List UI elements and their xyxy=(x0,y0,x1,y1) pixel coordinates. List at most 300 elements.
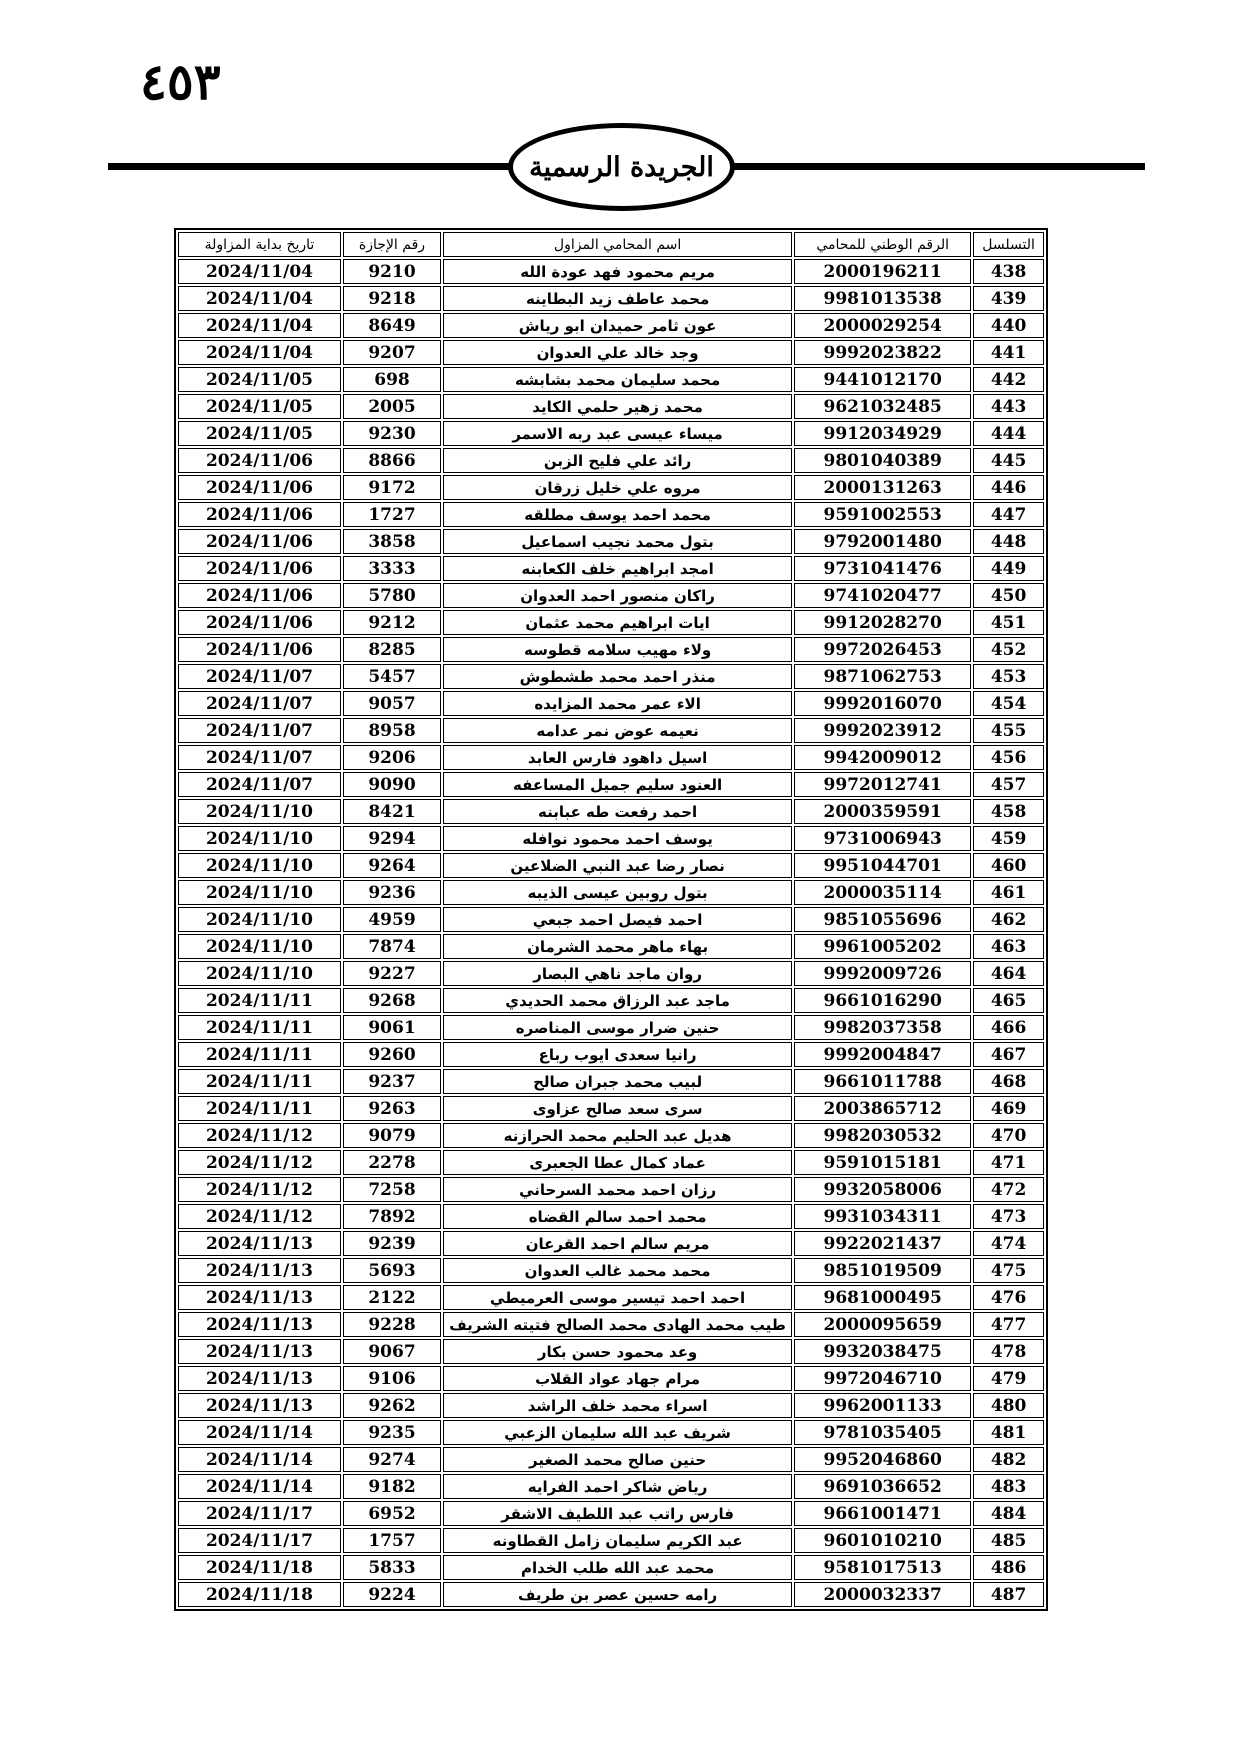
license-number-cell: 698 xyxy=(343,367,441,392)
license-number-cell: 5833 xyxy=(343,1555,441,1580)
license-number-cell: 9294 xyxy=(343,826,441,851)
start-date-cell: 2024/11/11 xyxy=(178,1069,341,1094)
lawyer-name-cell: مرام جهاد عواد القلاب xyxy=(443,1366,792,1391)
national-id-cell: 9992023912 xyxy=(794,718,971,743)
start-date-cell: 2024/11/06 xyxy=(178,583,341,608)
national-id-cell: 9621032485 xyxy=(794,394,971,419)
start-date-cell: 2024/11/10 xyxy=(178,934,341,959)
national-id-cell: 9731006943 xyxy=(794,826,971,851)
table-row xyxy=(178,1177,1044,1202)
serial-cell: 479 xyxy=(973,1366,1044,1391)
start-date-cell: 2024/11/07 xyxy=(178,745,341,770)
lawyer-name-cell: بتول محمد نجيب اسماعيل xyxy=(443,529,792,554)
table-row xyxy=(178,529,1044,554)
table-row xyxy=(178,583,1044,608)
start-date-cell: 2024/11/12 xyxy=(178,1123,341,1148)
serial-cell: 478 xyxy=(973,1339,1044,1364)
serial-cell: 470 xyxy=(973,1123,1044,1148)
lawyer-name-cell: هديل عبد الحليم محمد الحرازنه xyxy=(443,1123,792,1148)
table-row xyxy=(178,1366,1044,1391)
serial-cell: 477 xyxy=(973,1312,1044,1337)
start-date-cell: 2024/11/13 xyxy=(178,1258,341,1283)
lawyer-name-cell: وعد محمود حسن بكار xyxy=(443,1339,792,1364)
start-date-cell: 2024/11/13 xyxy=(178,1312,341,1337)
lawyer-name-cell: رانيا سعدى ايوب رباع xyxy=(443,1042,792,1067)
national-id-cell: 9931034311 xyxy=(794,1204,971,1229)
serial-cell: 439 xyxy=(973,286,1044,311)
license-number-cell: 9268 xyxy=(343,988,441,1013)
license-number-cell: 7892 xyxy=(343,1204,441,1229)
lawyer-name-cell: العنود سليم جميل المساعفه xyxy=(443,772,792,797)
start-date-cell: 2024/11/12 xyxy=(178,1204,341,1229)
lawyer-name-cell: اسيل داهود فارس العابد xyxy=(443,745,792,770)
lawyer-name-cell: محمد احمد يوسف مطلقه xyxy=(443,502,792,527)
serial-cell: 455 xyxy=(973,718,1044,743)
lawyer-name-cell: سرى سعد صالح عزاوى xyxy=(443,1096,792,1121)
table-row xyxy=(178,1393,1044,1418)
table-row xyxy=(178,1312,1044,1337)
start-date-cell: 2024/11/06 xyxy=(178,502,341,527)
start-date-cell: 2024/11/10 xyxy=(178,799,341,824)
start-date-cell: 2024/11/14 xyxy=(178,1474,341,1499)
national-id-cell: 2000032337 xyxy=(794,1582,971,1607)
national-id-cell: 9801040389 xyxy=(794,448,971,473)
table-row xyxy=(178,1042,1044,1067)
national-id-cell: 9792001480 xyxy=(794,529,971,554)
table-row xyxy=(178,1150,1044,1175)
lawyer-name-cell: شريف عبد الله سليمان الزعبي xyxy=(443,1420,792,1445)
start-date-cell: 2024/11/10 xyxy=(178,961,341,986)
serial-cell: 474 xyxy=(973,1231,1044,1256)
start-date-cell: 2024/11/07 xyxy=(178,772,341,797)
national-id-cell: 9781035405 xyxy=(794,1420,971,1445)
national-id-cell: 9912028270 xyxy=(794,610,971,635)
table-row xyxy=(178,421,1044,446)
national-id-cell: 9591002553 xyxy=(794,502,971,527)
license-number-cell: 9262 xyxy=(343,1393,441,1418)
national-id-cell: 9982030532 xyxy=(794,1123,971,1148)
national-id-cell: 9992009726 xyxy=(794,961,971,986)
lawyer-name-cell: احمد رفعت طه عبابنه xyxy=(443,799,792,824)
table-row xyxy=(178,880,1044,905)
table-row xyxy=(178,664,1044,689)
serial-cell: 457 xyxy=(973,772,1044,797)
license-number-cell: 9236 xyxy=(343,880,441,905)
license-number-cell: 9218 xyxy=(343,286,441,311)
national-id-cell: 9922021437 xyxy=(794,1231,971,1256)
lawyer-name-cell: محمد احمد سالم القضاه xyxy=(443,1204,792,1229)
start-date-cell: 2024/11/10 xyxy=(178,880,341,905)
lawyer-name-cell: طيب محمد الهادى محمد الصالح فتيته الشريف xyxy=(443,1312,792,1337)
license-number-cell: 9224 xyxy=(343,1582,441,1607)
start-date-cell: 2024/11/05 xyxy=(178,421,341,446)
serial-cell: 459 xyxy=(973,826,1044,851)
table-row xyxy=(178,1474,1044,1499)
lawyer-name-cell: محمد سليمان محمد بشابشه xyxy=(443,367,792,392)
start-date-cell: 2024/11/06 xyxy=(178,637,341,662)
serial-cell: 471 xyxy=(973,1150,1044,1175)
national-id-cell: 9981013538 xyxy=(794,286,971,311)
national-id-cell: 9932038475 xyxy=(794,1339,971,1364)
license-number-cell: 7258 xyxy=(343,1177,441,1202)
start-date-cell: 2024/11/05 xyxy=(178,394,341,419)
serial-cell: 464 xyxy=(973,961,1044,986)
start-date-cell: 2024/11/13 xyxy=(178,1339,341,1364)
license-number-cell: 9212 xyxy=(343,610,441,635)
serial-cell: 454 xyxy=(973,691,1044,716)
page-number: ٤٥٣ xyxy=(140,52,221,111)
table-row xyxy=(178,772,1044,797)
lawyer-name-cell: ولاء مهيب سلامه قطوسه xyxy=(443,637,792,662)
start-date-cell: 2024/11/06 xyxy=(178,448,341,473)
table-row xyxy=(178,313,1044,338)
start-date-cell: 2024/11/04 xyxy=(178,340,341,365)
national-id-cell: 9972012741 xyxy=(794,772,971,797)
header-rule-left xyxy=(108,163,513,170)
start-date-cell: 2024/11/05 xyxy=(178,367,341,392)
license-number-cell: 9227 xyxy=(343,961,441,986)
serial-cell: 465 xyxy=(973,988,1044,1013)
license-number-cell: 8285 xyxy=(343,637,441,662)
lawyer-name-cell: نصار رضا عبد النبي الضلاعين xyxy=(443,853,792,878)
start-date-cell: 2024/11/18 xyxy=(178,1582,341,1607)
start-date-cell: 2024/11/04 xyxy=(178,259,341,284)
lawyers-table xyxy=(174,228,1048,1611)
serial-cell: 458 xyxy=(973,799,1044,824)
license-number-cell: 9106 xyxy=(343,1366,441,1391)
serial-cell: 481 xyxy=(973,1420,1044,1445)
license-number-cell: 9090 xyxy=(343,772,441,797)
national-id-cell: 9972046710 xyxy=(794,1366,971,1391)
lawyer-name-cell: منذر احمد محمد طشطوش xyxy=(443,664,792,689)
national-id-cell: 9932058006 xyxy=(794,1177,971,1202)
license-number-cell: 9061 xyxy=(343,1015,441,1040)
license-number-cell: 9260 xyxy=(343,1042,441,1067)
serial-cell: 461 xyxy=(973,880,1044,905)
table-row xyxy=(178,502,1044,527)
national-id-cell: 9741020477 xyxy=(794,583,971,608)
lawyer-name-cell: مريم محمود فهد عودة الله xyxy=(443,259,792,284)
serial-cell: 444 xyxy=(973,421,1044,446)
serial-cell: 462 xyxy=(973,907,1044,932)
start-date-cell: 2024/11/06 xyxy=(178,610,341,635)
lawyer-name-cell: عبد الكريم سليمان زامل القطاونه xyxy=(443,1528,792,1553)
lawyer-name-cell: نعيمه عوض نمر عدامه xyxy=(443,718,792,743)
start-date-cell: 2024/11/04 xyxy=(178,313,341,338)
table-row xyxy=(178,259,1044,284)
national-id-cell: 9871062753 xyxy=(794,664,971,689)
lawyer-name-cell: عون ثامر حميدان ابو رياش xyxy=(443,313,792,338)
license-number-cell: 8958 xyxy=(343,718,441,743)
license-number-cell: 8421 xyxy=(343,799,441,824)
license-number-cell: 9237 xyxy=(343,1069,441,1094)
start-date-cell: 2024/11/14 xyxy=(178,1447,341,1472)
lawyer-name-cell: محمد محمد غالب العدوان xyxy=(443,1258,792,1283)
start-date-cell: 2024/11/10 xyxy=(178,853,341,878)
lawyer-name-cell: حنين صالح محمد الصغير xyxy=(443,1447,792,1472)
license-number-cell: 9264 xyxy=(343,853,441,878)
license-number-cell: 5457 xyxy=(343,664,441,689)
lawyer-name-cell: رامه حسين عصر بن طريف xyxy=(443,1582,792,1607)
national-id-cell: 9601010210 xyxy=(794,1528,971,1553)
serial-cell: 449 xyxy=(973,556,1044,581)
national-id-cell: 9912034929 xyxy=(794,421,971,446)
national-id-cell: 2000029254 xyxy=(794,313,971,338)
table-row xyxy=(178,1339,1044,1364)
serial-cell: 448 xyxy=(973,529,1044,554)
header-license-number: رقم الإجازة xyxy=(343,232,441,257)
license-number-cell: 8866 xyxy=(343,448,441,473)
license-number-cell: 9274 xyxy=(343,1447,441,1472)
table-row xyxy=(178,340,1044,365)
table-row xyxy=(178,556,1044,581)
gazette-title-oval xyxy=(508,123,735,211)
table-row xyxy=(178,1123,1044,1148)
serial-cell: 476 xyxy=(973,1285,1044,1310)
header-rule-right xyxy=(733,163,1145,170)
start-date-cell: 2024/11/11 xyxy=(178,1096,341,1121)
start-date-cell: 2024/11/13 xyxy=(178,1366,341,1391)
lawyer-name-cell: الاء عمر محمد المزايده xyxy=(443,691,792,716)
table-row xyxy=(178,1258,1044,1283)
national-id-cell: 2000359591 xyxy=(794,799,971,824)
national-id-cell: 9982037358 xyxy=(794,1015,971,1040)
serial-cell: 440 xyxy=(973,313,1044,338)
national-id-cell: 2003865712 xyxy=(794,1096,971,1121)
license-number-cell: 3333 xyxy=(343,556,441,581)
lawyer-name-cell: ايات ابراهيم محمد عثمان xyxy=(443,610,792,635)
license-number-cell: 2122 xyxy=(343,1285,441,1310)
table-row xyxy=(178,988,1044,1013)
lawyer-name-cell: روان ماجد ناهي البصار xyxy=(443,961,792,986)
license-number-cell: 9067 xyxy=(343,1339,441,1364)
serial-cell: 443 xyxy=(973,394,1044,419)
table-header-row xyxy=(178,232,1044,257)
lawyer-name-cell: فارس راتب عبد اللطيف الاشقر xyxy=(443,1501,792,1526)
header-serial: التسلسل xyxy=(973,232,1044,257)
serial-cell: 453 xyxy=(973,664,1044,689)
national-id-cell: 9961005202 xyxy=(794,934,971,959)
lawyers-table-wrapper xyxy=(174,228,1048,1611)
start-date-cell: 2024/11/17 xyxy=(178,1528,341,1553)
lawyer-name-cell: رياض شاكر احمد الفرايه xyxy=(443,1474,792,1499)
table-row xyxy=(178,1555,1044,1580)
table-row xyxy=(178,1420,1044,1445)
start-date-cell: 2024/11/06 xyxy=(178,556,341,581)
start-date-cell: 2024/11/07 xyxy=(178,664,341,689)
lawyer-name-cell: احمد احمد تيسير موسى العرميطي xyxy=(443,1285,792,1310)
start-date-cell: 2024/11/06 xyxy=(178,529,341,554)
license-number-cell: 1727 xyxy=(343,502,441,527)
table-row xyxy=(178,745,1044,770)
table-body xyxy=(178,259,1044,1607)
serial-cell: 486 xyxy=(973,1555,1044,1580)
start-date-cell: 2024/11/11 xyxy=(178,988,341,1013)
table-row xyxy=(178,1447,1044,1472)
table-row xyxy=(178,1528,1044,1553)
serial-cell: 484 xyxy=(973,1501,1044,1526)
lawyer-name-cell: امجد ابراهيم خلف الكعابنه xyxy=(443,556,792,581)
table-row xyxy=(178,1501,1044,1526)
start-date-cell: 2024/11/18 xyxy=(178,1555,341,1580)
header-lawyer-name: اسم المحامي المزاول xyxy=(443,232,792,257)
national-id-cell: 9441012170 xyxy=(794,367,971,392)
license-number-cell: 9210 xyxy=(343,259,441,284)
serial-cell: 441 xyxy=(973,340,1044,365)
header-national-id: الرقم الوطني للمحامي xyxy=(794,232,971,257)
lawyer-name-cell: وجد خالد علي العدوان xyxy=(443,340,792,365)
license-number-cell: 6952 xyxy=(343,1501,441,1526)
serial-cell: 480 xyxy=(973,1393,1044,1418)
serial-cell: 452 xyxy=(973,637,1044,662)
license-number-cell: 5693 xyxy=(343,1258,441,1283)
serial-cell: 475 xyxy=(973,1258,1044,1283)
serial-cell: 438 xyxy=(973,259,1044,284)
table-row xyxy=(178,367,1044,392)
table-row xyxy=(178,394,1044,419)
table-row xyxy=(178,799,1044,824)
serial-cell: 460 xyxy=(973,853,1044,878)
table-row xyxy=(178,1231,1044,1256)
serial-cell: 446 xyxy=(973,475,1044,500)
national-id-cell: 9661011788 xyxy=(794,1069,971,1094)
lawyer-name-cell: محمد زهير حلمي الكايد xyxy=(443,394,792,419)
table-row xyxy=(178,286,1044,311)
license-number-cell: 9239 xyxy=(343,1231,441,1256)
serial-cell: 467 xyxy=(973,1042,1044,1067)
start-date-cell: 2024/11/06 xyxy=(178,475,341,500)
national-id-cell: 9962001133 xyxy=(794,1393,971,1418)
lawyer-name-cell: حنين ضرار موسى المناصره xyxy=(443,1015,792,1040)
table-row xyxy=(178,961,1044,986)
license-number-cell: 9079 xyxy=(343,1123,441,1148)
national-id-cell: 9992004847 xyxy=(794,1042,971,1067)
national-id-cell: 2000131263 xyxy=(794,475,971,500)
lawyer-name-cell: يوسف احمد محمود نوافله xyxy=(443,826,792,851)
lawyer-name-cell: مروه علي خليل زرقان xyxy=(443,475,792,500)
lawyer-name-cell: محمد عبد الله طلب الخدام xyxy=(443,1555,792,1580)
license-number-cell: 2005 xyxy=(343,394,441,419)
license-number-cell: 9230 xyxy=(343,421,441,446)
national-id-cell: 2000035114 xyxy=(794,880,971,905)
serial-cell: 468 xyxy=(973,1069,1044,1094)
national-id-cell: 2000095659 xyxy=(794,1312,971,1337)
license-number-cell: 9057 xyxy=(343,691,441,716)
start-date-cell: 2024/11/13 xyxy=(178,1285,341,1310)
national-id-cell: 9972026453 xyxy=(794,637,971,662)
national-id-cell: 9691036652 xyxy=(794,1474,971,1499)
serial-cell: 472 xyxy=(973,1177,1044,1202)
serial-cell: 447 xyxy=(973,502,1044,527)
table-row xyxy=(178,853,1044,878)
lawyer-name-cell: رائد علي فليح الزبن xyxy=(443,448,792,473)
table-row xyxy=(178,1204,1044,1229)
start-date-cell: 2024/11/14 xyxy=(178,1420,341,1445)
license-number-cell: 8649 xyxy=(343,313,441,338)
national-id-cell: 9581017513 xyxy=(794,1555,971,1580)
serial-cell: 483 xyxy=(973,1474,1044,1499)
start-date-cell: 2024/11/04 xyxy=(178,286,341,311)
national-id-cell: 9661001471 xyxy=(794,1501,971,1526)
national-id-cell: 9731041476 xyxy=(794,556,971,581)
license-number-cell: 7874 xyxy=(343,934,441,959)
table-row xyxy=(178,610,1044,635)
lawyer-name-cell: محمد عاطف زيد البطاينه xyxy=(443,286,792,311)
national-id-cell: 9661016290 xyxy=(794,988,971,1013)
start-date-cell: 2024/11/12 xyxy=(178,1150,341,1175)
table-row xyxy=(178,718,1044,743)
serial-cell: 442 xyxy=(973,367,1044,392)
license-number-cell: 1757 xyxy=(343,1528,441,1553)
serial-cell: 473 xyxy=(973,1204,1044,1229)
gazette-title: الجريدة الرسمية xyxy=(529,151,714,183)
license-number-cell: 9206 xyxy=(343,745,441,770)
lawyer-name-cell: اسراء محمد خلف الراشد xyxy=(443,1393,792,1418)
table-row xyxy=(178,475,1044,500)
table-row xyxy=(178,1069,1044,1094)
start-date-cell: 2024/11/11 xyxy=(178,1015,341,1040)
license-number-cell: 2278 xyxy=(343,1150,441,1175)
national-id-cell: 9851019509 xyxy=(794,1258,971,1283)
serial-cell: 482 xyxy=(973,1447,1044,1472)
lawyer-name-cell: ميساء عيسى عبد ربه الاسمر xyxy=(443,421,792,446)
start-date-cell: 2024/11/07 xyxy=(178,718,341,743)
lawyer-name-cell: احمد فيصل احمد جبعي xyxy=(443,907,792,932)
national-id-cell: 9942009012 xyxy=(794,745,971,770)
start-date-cell: 2024/11/10 xyxy=(178,826,341,851)
license-number-cell: 9263 xyxy=(343,1096,441,1121)
lawyer-name-cell: بهاء ماهر محمد الشرمان xyxy=(443,934,792,959)
national-id-cell: 9591015181 xyxy=(794,1150,971,1175)
license-number-cell: 4959 xyxy=(343,907,441,932)
start-date-cell: 2024/11/17 xyxy=(178,1501,341,1526)
table-row xyxy=(178,1285,1044,1310)
table-row xyxy=(178,1096,1044,1121)
start-date-cell: 2024/11/13 xyxy=(178,1393,341,1418)
serial-cell: 469 xyxy=(973,1096,1044,1121)
lawyer-name-cell: ماجد عبد الرزاق محمد الحديدي xyxy=(443,988,792,1013)
serial-cell: 451 xyxy=(973,610,1044,635)
license-number-cell: 9228 xyxy=(343,1312,441,1337)
table-row xyxy=(178,448,1044,473)
start-date-cell: 2024/11/11 xyxy=(178,1042,341,1067)
lawyer-name-cell: مريم سالم احمد القرعان xyxy=(443,1231,792,1256)
table-row xyxy=(178,1015,1044,1040)
table-row xyxy=(178,637,1044,662)
start-date-cell: 2024/11/13 xyxy=(178,1231,341,1256)
national-id-cell: 9681000495 xyxy=(794,1285,971,1310)
serial-cell: 466 xyxy=(973,1015,1044,1040)
national-id-cell: 9952046860 xyxy=(794,1447,971,1472)
table-row xyxy=(178,691,1044,716)
national-id-cell: 9992023822 xyxy=(794,340,971,365)
start-date-cell: 2024/11/07 xyxy=(178,691,341,716)
start-date-cell: 2024/11/10 xyxy=(178,907,341,932)
start-date-cell: 2024/11/12 xyxy=(178,1177,341,1202)
serial-cell: 445 xyxy=(973,448,1044,473)
license-number-cell: 3858 xyxy=(343,529,441,554)
license-number-cell: 9172 xyxy=(343,475,441,500)
national-id-cell: 2000196211 xyxy=(794,259,971,284)
table-row xyxy=(178,934,1044,959)
table-row xyxy=(178,1582,1044,1607)
serial-cell: 487 xyxy=(973,1582,1044,1607)
serial-cell: 463 xyxy=(973,934,1044,959)
lawyer-name-cell: عماد كمال عطا الجعبرى xyxy=(443,1150,792,1175)
lawyer-name-cell: راكان منصور احمد العدوان xyxy=(443,583,792,608)
license-number-cell: 5780 xyxy=(343,583,441,608)
table-row xyxy=(178,907,1044,932)
